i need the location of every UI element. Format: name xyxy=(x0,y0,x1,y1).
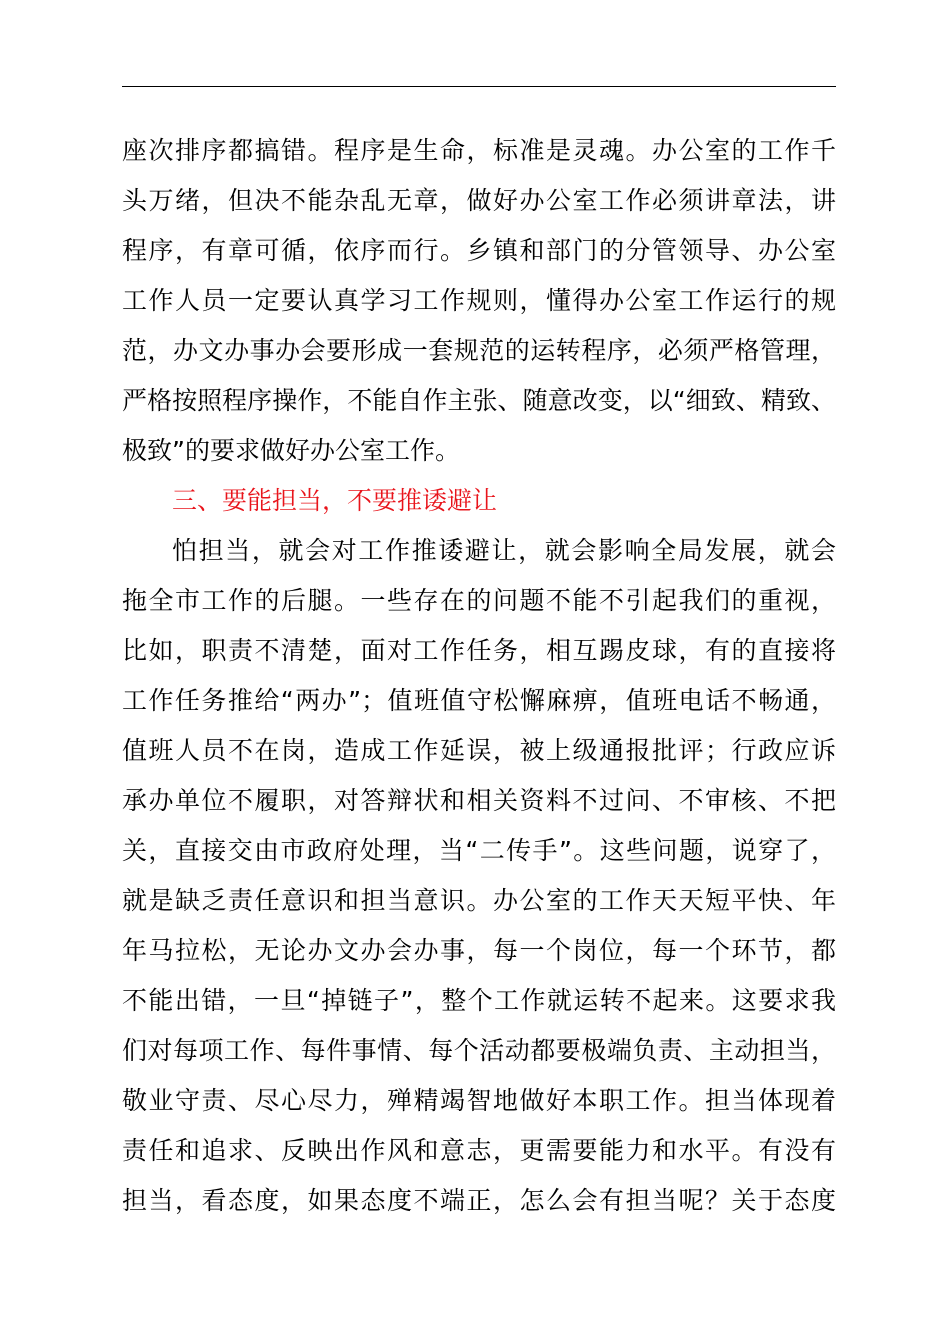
text-line: 不能出错，一旦“掉链子”，整个工作就运转不起来。这要求我 xyxy=(122,986,836,1015)
text-line: 们对每项工作、每件事情、每个活动都要极端负责、主动担当， xyxy=(122,1036,836,1065)
text-line: 座次排序都搞错。程序是生命，标准是灵魂。办公室的工作千 xyxy=(122,136,836,165)
text-line: 担当，看态度，如果态度不端正，怎么会有担当呢？关于态度 xyxy=(122,1186,836,1215)
text-line: 极致”的要求做好办公室工作。 xyxy=(122,436,460,465)
header-rule xyxy=(122,86,836,87)
text-line: 工作人员一定要认真学习工作规则，懂得办公室工作运行的规 xyxy=(122,286,836,315)
section-heading: 三、要能担当，不要推诿避让 xyxy=(172,486,498,515)
document-body xyxy=(122,126,836,1226)
text-line: 值班人员不在岗，造成工作延误，被上级通报批评；行政应诉 xyxy=(122,736,836,765)
text-line: 拖全市工作的后腿。一些存在的问题不能不引起我们的重视， xyxy=(122,586,836,615)
text-line: 就是缺乏责任意识和担当意识。办公室的工作天天短平快、年 xyxy=(122,886,836,915)
text-line: 责任和追求、反映出作风和意志，更需要能力和水平。有没有 xyxy=(122,1136,836,1165)
text-line: 程序，有章可循，依序而行。乡镇和部门的分管领导、办公室 xyxy=(122,236,836,265)
text-line: 范，办文办事办会要形成一套规范的运转程序，必须严格管理， xyxy=(122,336,836,365)
text-line: 年马拉松，无论办文办会办事，每一个岗位，每一个环节，都 xyxy=(122,936,836,965)
text-line: 头万绪，但决不能杂乱无章，做好办公室工作必须讲章法，讲 xyxy=(122,186,836,215)
text-line: 怕担当，就会对工作推诿避让，就会影响全局发展，就会 xyxy=(172,536,836,565)
text-line: 敬业守责、尽心尽力，殚精竭智地做好本职工作。担当体现着 xyxy=(122,1086,836,1115)
text-line: 比如，职责不清楚，面对工作任务，相互踢皮球，有的直接将 xyxy=(122,636,836,665)
text-line: 关，直接交由市政府处理，当“二传手”。这些问题，说穿了， xyxy=(122,836,836,865)
text-line: 承办单位不履职，对答辩状和相关资料不过问、不审核、不把 xyxy=(122,786,836,815)
text-line: 工作任务推给“两办”；值班值守松懈麻痹，值班电话不畅通， xyxy=(122,686,836,715)
text-line: 严格按照程序操作，不能自作主张、随意改变，以“细致、精致、 xyxy=(122,386,836,415)
